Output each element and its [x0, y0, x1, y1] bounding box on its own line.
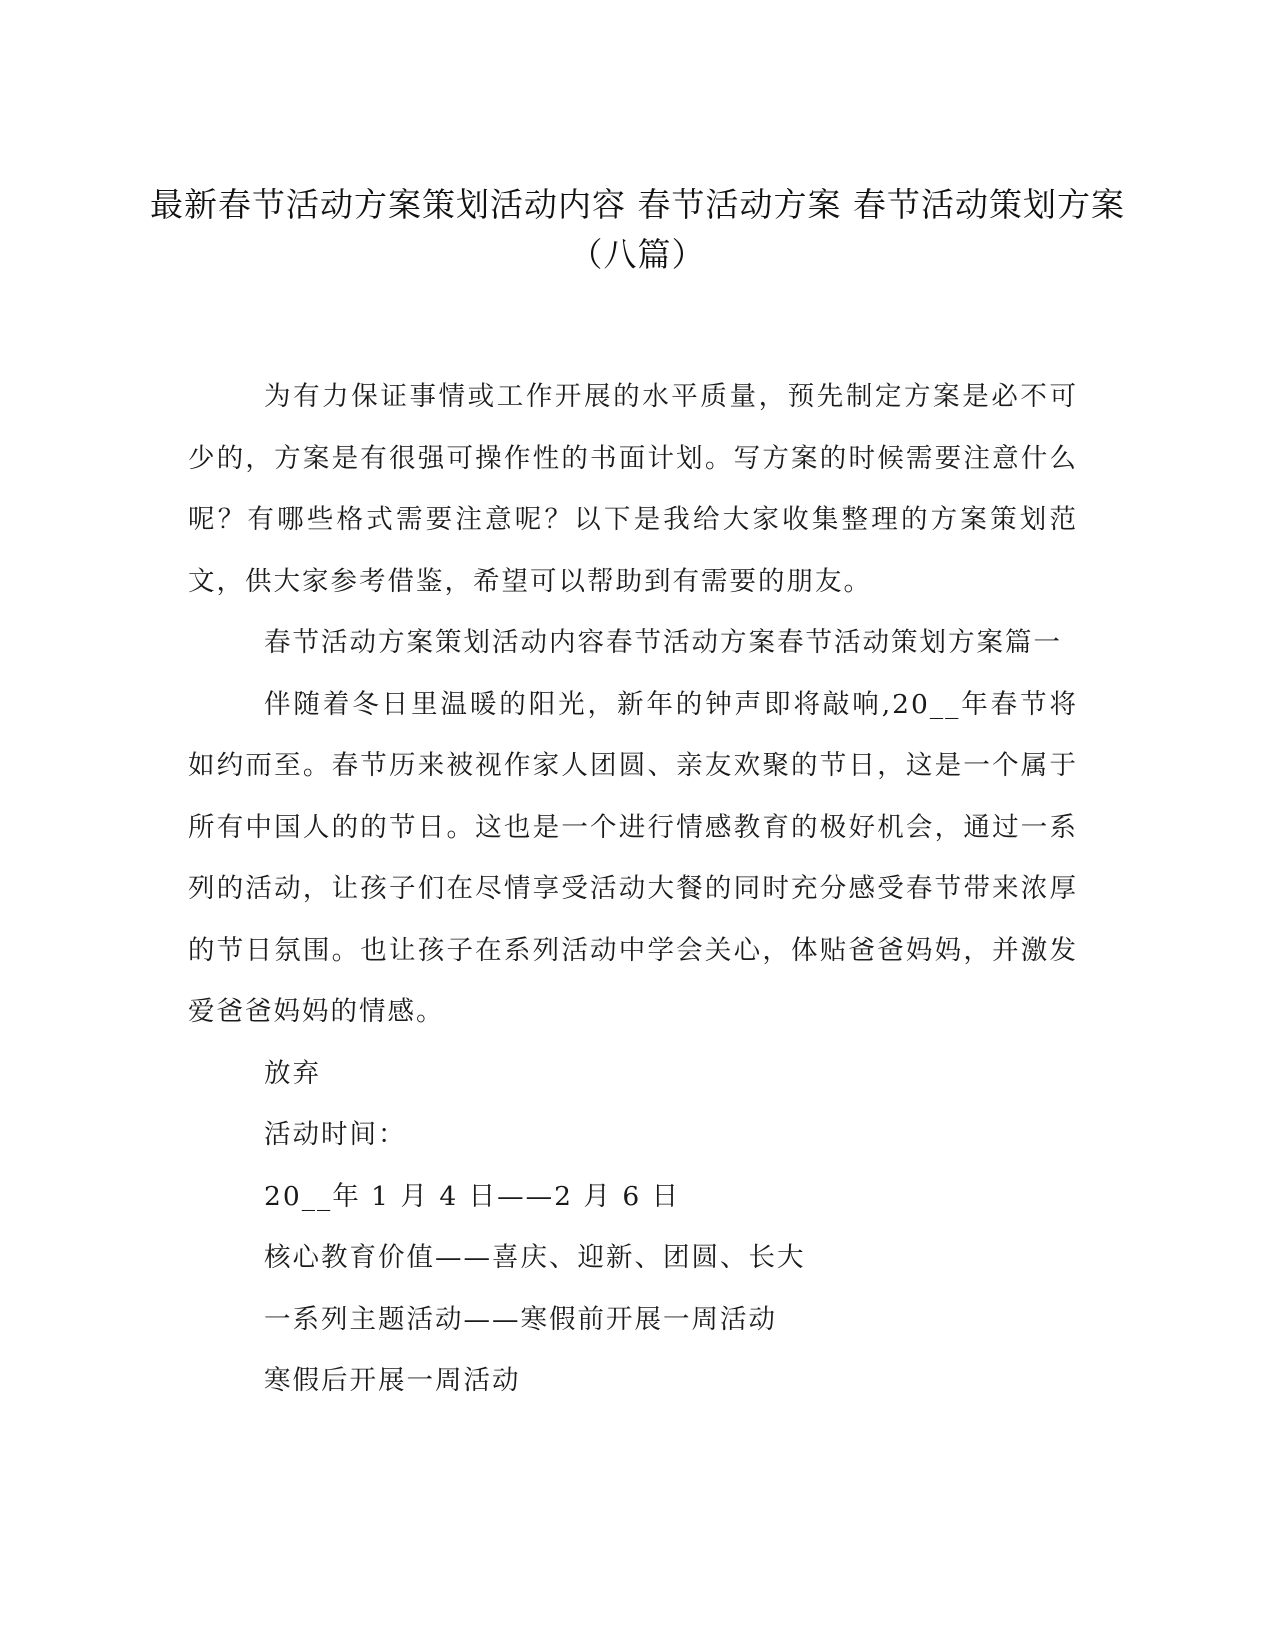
intro-paragraph: 为有力保证事情或工作开展的水平质量，预先制定方案是必不可少的，方案是有很强可操作性的书面计划。写方案的时候需要注意什么呢？有哪些格式需要注意呢？以下是我给大家收集整理的方案策划范文，供大家参考借鉴，希望可以帮助到有需要的朋友。 — [188, 381, 1078, 597]
body-paragraph: 伴随着冬日里温暖的阳光，新年的钟声即将敲响,20__年春节将如约而至。春节历来被视作家人团圆、亲友欢聚的节日，这是一个属于所有中国人的的节日。这也是一个进行情感教育的极好机会，通过一系列的活动，让孩子们在尽情享受活动大餐的同时充分感受春节带来浓厚的节日氛围。也让孩子在系列活动中学会关心，体贴爸爸妈妈，并激发爱爸爸妈妈的情感。 — [188, 688, 1078, 1027]
theme-activities-line: 一系列主题活动——寒假前开展一周活动 — [264, 1303, 777, 1335]
document-body — [188, 366, 1078, 1412]
document-title: 最新春节活动方案策划活动内容 春节活动方案 春节活动策划方案（八篇） — [150, 185, 1125, 274]
activity-dates: 20__年 1 月 4 日——2 月 6 日 — [264, 1180, 681, 1212]
core-value-line: 核心教育价值——喜庆、迎新、团圆、长大 — [264, 1242, 806, 1273]
activity-time-label: 活动时间： — [264, 1119, 407, 1150]
abandon-line: 放弃 — [264, 1057, 321, 1089]
section-heading: 春节活动方案策划活动内容春节活动方案春节活动策划方案篇一 — [264, 627, 1062, 658]
after-break-line: 寒假后开展一周活动 — [264, 1365, 521, 1396]
